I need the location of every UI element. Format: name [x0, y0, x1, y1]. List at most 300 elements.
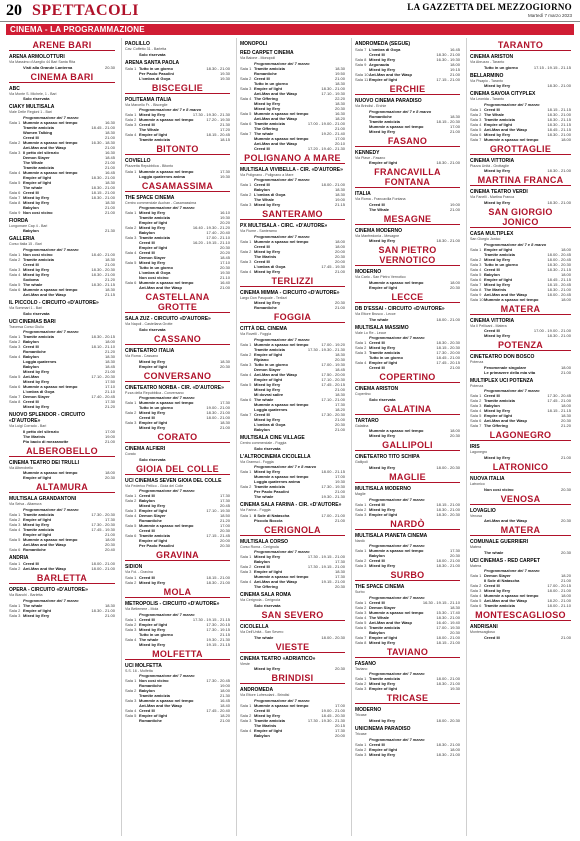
- show-times: 19.30 - 21.30: [321, 494, 345, 500]
- screen-label: Sala 7: [355, 47, 367, 52]
- showtime-row: [9, 566, 115, 571]
- show-times: 17.30 - 20.30: [321, 411, 345, 417]
- show-times: 18.30 - 21.00: [436, 238, 460, 244]
- show-times: 19.15: [449, 67, 460, 72]
- show-times: 17.30: [449, 548, 460, 554]
- screen-label: Sala 1: [125, 493, 137, 499]
- screen-label: Sala 4: [240, 268, 252, 274]
- screen-label: Sala 2: [125, 688, 137, 694]
- film-title: The whale: [139, 636, 159, 642]
- screen-label: [355, 238, 369, 243]
- cinema-address: Via Cerignola - Cerignola: [240, 598, 281, 603]
- showtime-row: [470, 423, 571, 428]
- cinema-name: SIDION: [125, 564, 143, 571]
- film-title: Creed III: [23, 134, 39, 140]
- showtime-row: [355, 563, 460, 568]
- cinema-name: THE SPACE CINEMA: [355, 584, 405, 591]
- screen-label: Sala 5: [9, 281, 21, 287]
- screen-label: Sala 2: [355, 604, 367, 610]
- show-times: 21.00: [104, 204, 115, 210]
- cinema-name: MULTISALA MASSIMO: [355, 324, 409, 331]
- cinema-listing: [9, 319, 115, 410]
- cinema-address: Via Rovelli - Foggia: [240, 332, 272, 337]
- programme-note: Programmazione del 7 marzo: [254, 233, 310, 239]
- cinema-address: Via Piave - Fasano: [355, 155, 386, 160]
- city-heading: MOLA: [125, 587, 230, 598]
- screen-label: Sala 8: [9, 199, 21, 205]
- show-times: 20.30: [560, 518, 571, 524]
- film-title: Mixed by Erry: [23, 369, 50, 375]
- screen-label: Sala 10: [355, 72, 369, 77]
- cinema-listing: [9, 300, 115, 316]
- film-title: Mixed by Erry: [139, 358, 166, 364]
- film-title: Babylon: [369, 553, 385, 559]
- city-heading: GALLIPOLI: [355, 440, 460, 451]
- cinema-address: Via Farina - Foggia: [240, 508, 271, 513]
- film-title: Tutto in un giorno: [254, 361, 288, 367]
- showtime-row: [355, 238, 460, 243]
- show-times: 21.00: [560, 578, 571, 584]
- film-title: Mixed by Erry: [254, 268, 281, 274]
- film-title: Ant-Man and the Wasp: [23, 541, 66, 547]
- film-title: Piccolo Boccia: [254, 517, 283, 523]
- film-title: Mixed by Erry: [369, 506, 396, 512]
- programme-note: Programmazione del 7 marzo: [23, 246, 79, 252]
- showtime-row: [9, 311, 115, 316]
- show-times: 17.50 - 20.00: [321, 371, 345, 377]
- screen-label: Sala 6: [355, 624, 367, 630]
- screen-label: [125, 642, 139, 647]
- cinema-listing: [470, 54, 571, 70]
- screen-label: Sala 3: [240, 569, 252, 575]
- show-times: 17.10 - 19.30: [321, 90, 345, 96]
- show-times: 17.45 - 19.30: [91, 526, 115, 532]
- cinema-listing: [9, 555, 115, 571]
- show-times: 16.10: [219, 210, 230, 216]
- cinema-listing: [470, 624, 571, 640]
- film-title: Creed III: [484, 266, 500, 272]
- show-times: 17.30: [104, 399, 115, 405]
- film-title: Mixed by Erry: [369, 128, 396, 134]
- film-title: Mummie a spasso nel tempo: [484, 136, 539, 142]
- show-times: 17.00 - 19.30: [436, 624, 460, 630]
- showtime-row: [9, 547, 115, 552]
- show-times: 18.30: [104, 286, 115, 292]
- film-title: Mixed by Erry: [369, 238, 396, 244]
- film-title: Creed III: [484, 106, 500, 112]
- show-times: 18.30: [104, 199, 115, 205]
- cinema-address: Via Selva - Altamura: [9, 502, 42, 507]
- film-title: The whale: [254, 396, 274, 402]
- show-times: 20.30: [219, 363, 230, 369]
- cinema-listing: [240, 50, 345, 151]
- screen-label: [470, 168, 484, 173]
- film-title: Ant-Man and the Wasp: [484, 418, 527, 424]
- cinema-address: Tricase: [355, 731, 367, 736]
- city-heading: ALBEROBELLO: [9, 446, 115, 457]
- film-title: Mixed by Erry: [369, 345, 396, 351]
- screen-label: Sala 3: [9, 344, 21, 350]
- film-title: Creed III: [254, 258, 270, 264]
- film-title: L'ombra di Goya: [139, 75, 171, 81]
- screen-label: Sala 3: [9, 612, 21, 618]
- cinema-listing: [240, 290, 345, 311]
- cinema-listing: [470, 318, 571, 339]
- cinema-listing: [9, 236, 115, 297]
- film-title: The whale: [254, 494, 274, 500]
- city-heading: SURBO: [355, 570, 460, 581]
- cinema-name: MODERNO: [355, 269, 382, 276]
- film-title: Mixed by Erry: [484, 588, 511, 594]
- showtime-row: [125, 457, 230, 462]
- show-times: 17.30 - 20.45: [206, 678, 230, 684]
- programme-note: Programmazione del 7 marzo: [484, 568, 540, 574]
- show-times: 17.10 - 20.30: [321, 376, 345, 382]
- film-title: The Marinis: [254, 722, 277, 728]
- screen-label: Sala 9: [9, 209, 21, 215]
- city-heading: CASSANO: [125, 334, 230, 345]
- screen-label: Sala 3: [240, 258, 252, 264]
- film-title: Mixed by Erry: [23, 266, 50, 272]
- screen-label: Sala 2: [470, 583, 482, 589]
- film-title: Non così vicino: [139, 275, 169, 281]
- film-title: Creed III: [369, 741, 385, 747]
- film-title: Mummie a spasso nel tempo: [369, 279, 424, 285]
- cinema-name: CINETEATRO NORBA - CIR. «D'AUTORE»: [125, 384, 224, 391]
- film-title: The Marinis: [254, 253, 277, 259]
- show-times: 21.00: [334, 75, 345, 81]
- showtime-row: [355, 640, 460, 645]
- show-times: 20.30: [104, 64, 115, 70]
- cinema-name: MULTISALA CORSO: [240, 538, 289, 545]
- film-title: The Offering: [254, 584, 278, 590]
- screen-label: Sala 1: [470, 573, 482, 579]
- film-title: Mummie a spasso nel tempo: [254, 238, 309, 244]
- show-times: 18.45 - 21.00: [91, 124, 115, 130]
- cinema-listing: [470, 189, 571, 205]
- show-times: 18.30 - 20.15: [91, 334, 115, 340]
- film-title: Empire of light: [369, 160, 397, 166]
- screen-label: [240, 305, 254, 310]
- cinema-listing: [355, 306, 460, 322]
- film-title: Solo riservata: [254, 445, 281, 451]
- screen-label: [470, 83, 484, 88]
- screen-label: [9, 65, 23, 70]
- film-title: Mixed by Erry: [139, 579, 166, 585]
- screen-label: Sala 6: [9, 189, 21, 195]
- show-times: 18.50: [219, 513, 230, 519]
- film-title: Mummie a spasso nel tempo: [369, 428, 424, 434]
- show-times: 18.20: [219, 713, 230, 719]
- cinema-listing: [355, 269, 460, 290]
- city-heading: LATRONICO: [470, 462, 571, 473]
- film-title: Ant-Man and the Wasp: [484, 126, 527, 132]
- cinema-address: Via Monte S. Michele, 1 - Bari: [9, 91, 57, 96]
- show-times: 17.45 - 19.30: [321, 263, 345, 269]
- screen-label: Sala 1: [125, 65, 137, 71]
- show-times: 21.00: [560, 454, 571, 460]
- show-times: 21.00: [219, 425, 230, 431]
- screen-label: Sala 1: [9, 511, 21, 517]
- film-title: Per Paolo Pasolini: [139, 543, 174, 549]
- show-times: 21.30: [219, 693, 230, 699]
- show-times: 20.10: [334, 140, 345, 146]
- cinema-listing: [125, 158, 230, 179]
- film-title: Mixed by Erry: [139, 503, 166, 509]
- screen-label: Sala 6: [125, 280, 137, 286]
- show-times: 18.00: [219, 688, 230, 694]
- film-title: Mixed by Erry: [369, 57, 396, 62]
- film-title: Ant-Man and the Wasp: [254, 579, 297, 585]
- show-times: 20.40: [104, 546, 115, 552]
- screen-label: Sala 3: [125, 420, 137, 426]
- film-title: Tramite amicizia: [23, 256, 54, 262]
- film-title: Sodoma: [23, 276, 39, 282]
- film-title: Creed III: [139, 493, 155, 499]
- show-times: 17.00 - 19.00 - 21.00: [307, 120, 345, 126]
- show-times: 17.30 - 20.15: [206, 621, 230, 627]
- screen-label: Sala 7: [470, 281, 482, 287]
- show-times: 17.15 - 19.15 - 21.15: [533, 64, 571, 70]
- screen-label: Sala 2: [125, 225, 137, 231]
- film-title: Babylon: [484, 403, 500, 409]
- screen-label: Sala 3: [9, 521, 21, 527]
- screen-label: Sala 1: [125, 616, 137, 622]
- programme-note: Programmazione del 7 e 8 marzo: [484, 241, 547, 247]
- listing-column-2: [121, 38, 233, 836]
- film-title: Mummie a spasso nel tempo: [254, 341, 309, 347]
- film-title: Creed III: [254, 411, 270, 417]
- film-title: The Whale: [23, 159, 44, 165]
- listing-column-3: [236, 38, 348, 836]
- show-times: 18.45 - 21.15: [547, 276, 571, 282]
- film-title: Mixed by Erry: [369, 639, 396, 645]
- show-times: 20.30: [219, 528, 230, 534]
- show-times: 17.20 - 19.30: [206, 117, 230, 123]
- screen-label: Sala 2: [9, 139, 21, 145]
- show-times: 21.15: [104, 291, 115, 297]
- cinema-listing: [470, 539, 571, 555]
- page-header: [0, 0, 580, 22]
- film-title: Tramite amicizia: [139, 693, 170, 699]
- showtime-row: [240, 603, 345, 608]
- screen-label: Sala 6: [470, 603, 482, 609]
- show-times: 17.30 - 19.30 - 21.30: [307, 346, 345, 352]
- screen-label: Sala 1: [355, 599, 367, 605]
- film-title: Empire of light: [23, 475, 51, 481]
- film-title: Mummie a spasso nel tempo: [23, 384, 78, 390]
- film-title: Empire of light: [369, 686, 397, 692]
- screen-label: Sala 2: [9, 565, 21, 571]
- show-times: 18.30 - 21.00: [436, 681, 460, 687]
- screen-label: Sala 1: [355, 548, 367, 554]
- cinema-name: UCI MOLFETTA: [125, 662, 162, 669]
- film-title: Ant-Man and the Wasp: [369, 619, 412, 625]
- film-title: Tramite amicizia: [369, 118, 400, 124]
- cinema-listing: [9, 587, 115, 618]
- film-title: Creed III: [23, 560, 39, 566]
- cinema-listing: [470, 231, 571, 302]
- film-title: Ant-Man and the Wasp: [369, 72, 412, 77]
- showtime-row: [470, 200, 571, 205]
- show-times: 17.30 - 20.30: [91, 511, 115, 517]
- screen-label: Sala 1: [355, 340, 367, 346]
- show-times: 18.00 - 21.00: [436, 634, 460, 640]
- show-times: 18.30: [334, 391, 345, 397]
- film-title: Mixed by Erry: [484, 454, 511, 460]
- screen-label: Sala 1: [240, 65, 252, 71]
- city-heading: FASANO: [355, 136, 460, 147]
- show-times: 17.30: [219, 498, 230, 504]
- show-times: 20.30: [334, 666, 345, 672]
- city-heading: VENOSA: [470, 494, 571, 505]
- city-heading: NARDÒ: [355, 519, 460, 530]
- showtime-row: [125, 327, 230, 332]
- film-title: Non così vicino: [23, 209, 53, 215]
- show-times: 18.30 - 21.00: [436, 751, 460, 757]
- film-title: Mummie a spasso nel tempo: [139, 280, 194, 286]
- programme-note: Programmazione del 7 marzo: [484, 388, 540, 394]
- film-title: Babylon: [139, 498, 155, 504]
- programme-note: Programmazione del 7 e 8 marzo: [369, 108, 432, 114]
- cinema-listing: [9, 54, 115, 70]
- cinema-address: P.zza della Repubblica - Conversano: [125, 390, 184, 395]
- show-times: 20.30: [104, 541, 115, 547]
- film-title: Mixed by Erry: [484, 408, 511, 414]
- film-title: Per Paolo Pasolini: [254, 489, 289, 495]
- cinema-listing: [470, 91, 571, 142]
- screen-label: [470, 65, 484, 70]
- show-times: 18.00 - 20.45: [547, 291, 571, 297]
- screen-label: [240, 494, 254, 499]
- screen-label: Sala 2: [355, 345, 367, 351]
- programme-note: Programmazione del 7 marzo: [23, 114, 79, 120]
- film-title: L'ombra di Goya: [369, 47, 401, 52]
- film-title: Le primavere della mia vita: [484, 369, 536, 375]
- cinema-name: FIORDA: [9, 217, 29, 224]
- show-times: 19.20 - 21.40: [321, 130, 345, 136]
- programme-note: Programmazione del 7 e 8 marzo: [139, 107, 202, 113]
- city-heading: LAGONEGRO: [470, 430, 571, 441]
- show-times: 18.00: [104, 339, 115, 345]
- screen-label: Sala 1: [240, 341, 252, 347]
- show-times: 19.00 - 21.00: [321, 707, 345, 713]
- film-title: Empire of light: [139, 132, 167, 138]
- film-title: Mixed by Erry: [139, 210, 166, 216]
- film-title: Mixed by Erry: [254, 416, 281, 422]
- film-title: Ant-Man and the Wasp: [23, 291, 66, 297]
- city-heading: BRINDISI: [240, 673, 345, 684]
- cinema-address: Via Sommari 1 - Bari: [9, 305, 43, 310]
- cinema-name: IRIS: [470, 444, 480, 451]
- film-title: Ant-Man and the Wasp: [254, 115, 297, 121]
- film-title: Tramite amicizia: [254, 346, 285, 352]
- show-times: 21.20: [560, 423, 571, 429]
- cinema-name: CINEMA MODERNO: [355, 227, 403, 234]
- cinema-listing: [355, 486, 460, 517]
- showtime-row: [9, 96, 115, 101]
- film-title: The whale: [254, 130, 274, 136]
- showtime-row: [355, 686, 460, 691]
- film-title: Mummie a spasso nel tempo: [254, 401, 309, 407]
- film-title: Non così vicino: [484, 486, 514, 492]
- cinema-name: ARENA ARMOLOTTURI: [9, 54, 65, 60]
- programme-note: Programmazione del 7 marzo: [254, 336, 310, 342]
- cinema-listing: [355, 454, 460, 470]
- film-title: Empire of light: [139, 363, 167, 369]
- cinema-name: METROPOLIS - CIRCUITO «D'AUTORE»: [125, 600, 220, 607]
- film-title: Empire of light: [484, 276, 512, 282]
- show-times: 17.40 - 20.40: [206, 230, 230, 236]
- cinema-address: Centro commerciale Auchan - Casamassima: [125, 200, 197, 205]
- film-title: Tramite amicizia: [23, 511, 54, 517]
- cinema-listing: [125, 601, 230, 647]
- showtime-row: [240, 446, 345, 451]
- cinema-name: CINEMA VITTORIA: [470, 157, 515, 164]
- show-times: 21.00: [104, 369, 115, 375]
- show-times: 17.00 - 19.20: [321, 341, 345, 347]
- film-title: Loggia quaternes anima: [254, 479, 301, 485]
- film-title: Tutto in un giorno: [254, 80, 288, 86]
- show-times: 18.30 - 21.00: [206, 410, 230, 416]
- programme-note: Programmazione del 7 marzo: [369, 496, 425, 502]
- film-title: Mummie a spasso nel tempo: [254, 135, 309, 141]
- show-times: 20.30: [560, 549, 571, 555]
- cinema-address: Potenza: [470, 360, 484, 365]
- cinema-address: Via Massimo d'Azeglio 44 Bari Santa Rita: [9, 60, 76, 64]
- issue-date: Martedì 7 marzo 2023: [527, 13, 572, 18]
- film-title: Loggia quaternes: [254, 406, 288, 412]
- show-times: 17.00: [104, 428, 115, 434]
- show-times: 20.00: [334, 258, 345, 264]
- cinema-listing: [9, 104, 115, 215]
- show-times: 17.00: [449, 123, 460, 129]
- show-times: 22.20: [334, 95, 345, 101]
- film-title: L'ombra di Goya: [254, 263, 286, 269]
- screen-label: [9, 228, 23, 233]
- show-times: 18.20: [560, 573, 571, 579]
- film-title: Mixed by Erry: [139, 410, 166, 416]
- showtime-row: [240, 494, 345, 499]
- cinema-address: Via Roma - Cassano: [125, 353, 159, 358]
- cinema-name: ANDROMEDA: [240, 687, 274, 694]
- show-times: 18.00: [560, 246, 571, 252]
- cinema-address: Cav. Coffetto 31 - Barletta: [125, 47, 167, 51]
- film-title: Mixed by Erry: [254, 300, 281, 306]
- film-title: Creed III: [484, 634, 500, 640]
- cinema-address: Venosa: [470, 513, 482, 518]
- show-times: 18.30 - 21.15: [547, 116, 571, 122]
- show-times: 17.45 - 20.40: [206, 708, 230, 714]
- cinema-name: RED CARPET CINEMA: [240, 50, 294, 56]
- cinema-listing: [9, 218, 115, 234]
- film-title: Non così vicino: [139, 678, 169, 684]
- film-title: L'ombra di Goya: [254, 192, 286, 198]
- showtime-row: [125, 718, 230, 723]
- city-heading: SAN GIORGIO JONICO: [470, 207, 571, 228]
- show-times: 21.00: [334, 416, 345, 422]
- show-times: 21.00: [449, 72, 460, 77]
- screen-label: Sala 1: [355, 501, 367, 507]
- film-title: Creed III: [23, 344, 39, 350]
- film-title: Tramite amicizia: [254, 717, 285, 723]
- programme-note: Programmazione del 7 marzo: [369, 736, 425, 742]
- film-title: Tutto in un giorno: [484, 261, 518, 267]
- cinema-name: UCI CINEMAS BARI: [9, 318, 56, 325]
- screen-label: Sala 4: [9, 354, 21, 360]
- film-title: Demon Slayer: [139, 255, 166, 261]
- cinema-address: Copertino: [355, 392, 371, 397]
